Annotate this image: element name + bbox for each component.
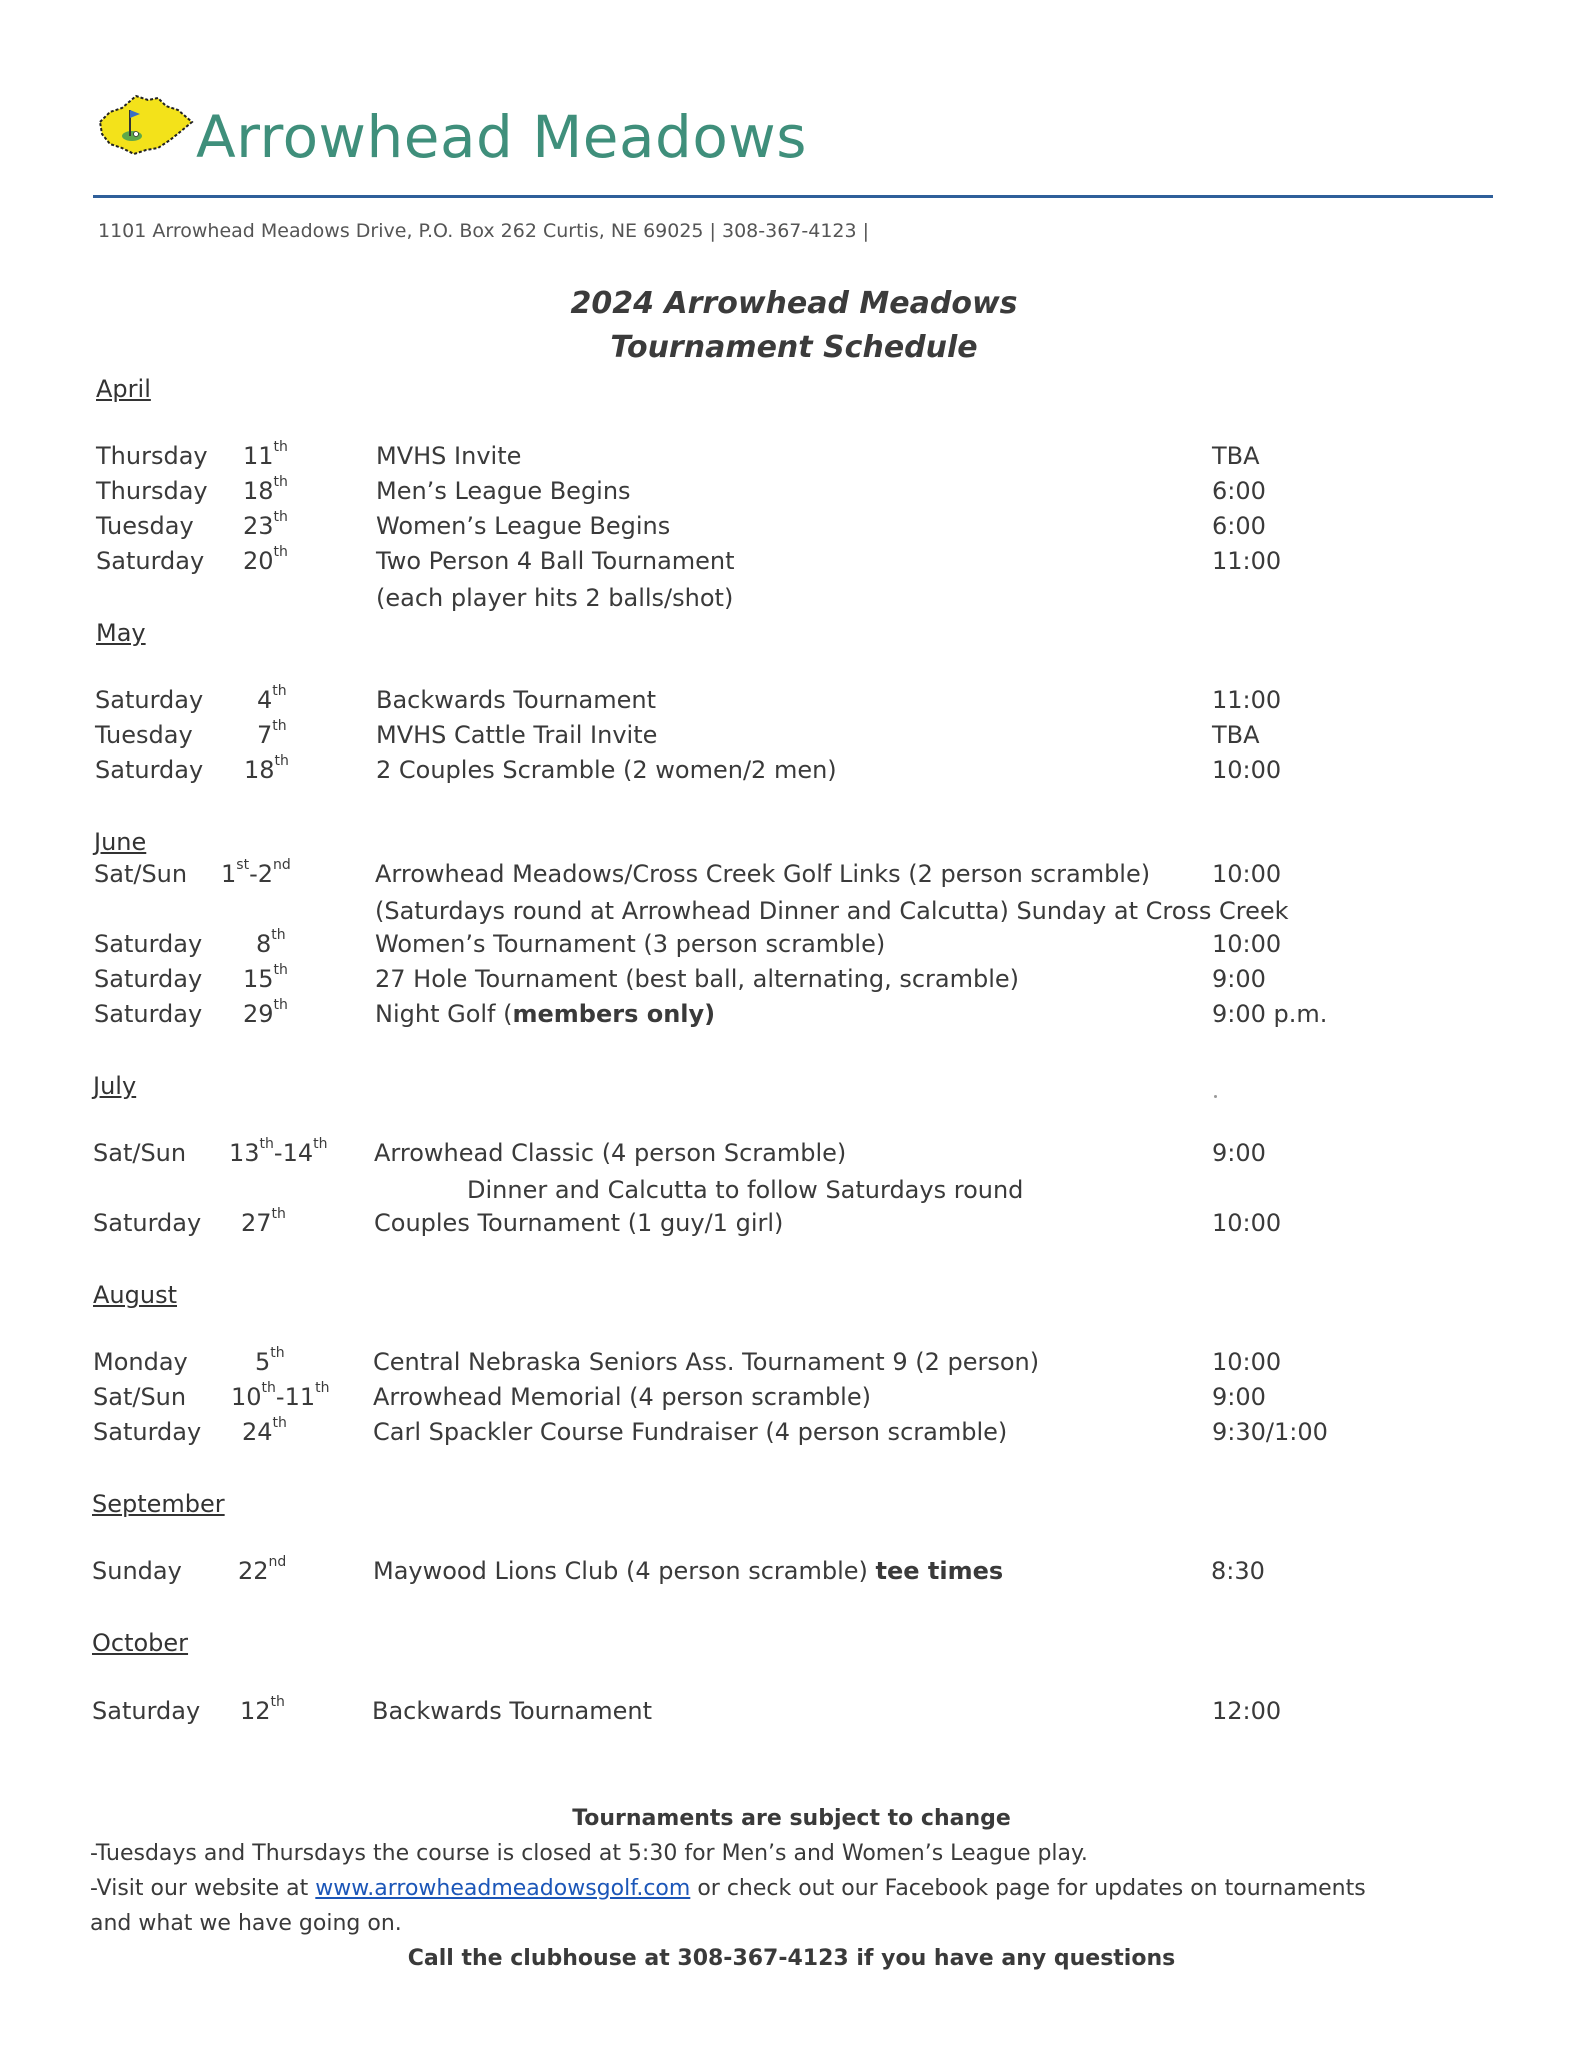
league-closure-note: -Tuesdays and Thursdays the course is closed at 5:30 for Men’s and Women’s League play. [90,1841,1088,1866]
row-time: 9:00 [1212,965,1266,993]
change-notice: Tournaments are subject to change [572,1806,1011,1831]
row-event: Women’s League Begins [376,512,671,540]
row-day: Tuesday [96,512,194,540]
row-time: 10:00 [1212,756,1282,784]
row-date: 27th [241,1206,286,1237]
row-time: 10:00 [1212,1348,1282,1376]
row-time: 9:00 [1212,1383,1266,1411]
row-time: 9:00 [1212,1139,1266,1167]
row-time: 10:00 [1212,860,1282,888]
website-note: -Visit our website at www.arrowheadmeadowsgolf.com or check out our Facebook page for updates on tournaments [90,1876,1366,1901]
row-day: Tuesday [95,721,193,749]
row-day: Sat/Sun [93,1383,187,1411]
row-time: 10:00 [1212,930,1282,958]
month-heading-august: August [93,1281,177,1309]
row-time: TBA [1212,442,1260,470]
row-event: Backwards Tournament [376,686,657,714]
row-event: Arrowhead Classic (4 person Scramble) [374,1139,847,1167]
row-note: Dinner and Calcutta to follow Saturdays round [467,1176,1024,1204]
row-event: Night Golf (members only) [375,1000,716,1028]
row-time: 6:00 [1212,477,1266,505]
row-day: Sunday [92,1557,182,1585]
row-date: 18th [243,474,288,505]
scan-speck [1214,1095,1217,1098]
row-event: Couples Tournament (1 guy/1 girl) [374,1209,784,1237]
document-title-line1: 2024 Arrowhead Meadows [570,286,1018,321]
row-date: 4th [257,683,287,714]
row-note: (Saturdays round at Arrowhead Dinner and Calcutta) Sunday at Cross Creek [375,897,1289,925]
row-day: Saturday [94,1000,203,1028]
row-day: Saturday [96,547,205,575]
row-day: Saturday [95,686,204,714]
row-time: 9:00 p.m. [1212,1000,1328,1028]
row-date: 23th [243,509,288,540]
row-date: 20th [243,544,288,575]
row-day: Thursday [96,442,208,470]
month-heading-july: July [93,1072,137,1100]
row-event: MVHS Invite [376,442,522,470]
row-date: 24th [242,1415,287,1446]
row-time: 12:00 [1212,1697,1282,1725]
row-day: Saturday [93,1209,202,1237]
row-time: TBA [1212,721,1260,749]
row-event: Arrowhead Memorial (4 person scramble) [373,1383,871,1411]
header-divider [93,195,1493,198]
row-event: Carl Spackler Course Fundraiser (4 person scramble) [373,1418,1008,1446]
row-event: 27 Hole Tournament (best ball, alternating, scramble) [375,965,1020,993]
row-time: 6:00 [1212,512,1266,540]
row-date: 18th [244,753,289,784]
website-note-continued: and what we have going on. [90,1911,402,1936]
row-time: 10:00 [1212,1209,1282,1237]
month-heading-september: September [92,1490,225,1518]
row-event: Arrowhead Meadows/Cross Creek Golf Links (2 person scramble) [375,860,1151,888]
month-heading-may: May [96,619,146,647]
arrowhead-golf-flag-icon [96,88,196,166]
row-day: Saturday [92,1697,201,1725]
row-day: Saturday [94,965,203,993]
row-time: 11:00 [1212,686,1282,714]
row-date: 5th [255,1345,285,1376]
row-time: 9:30/1:00 [1212,1418,1328,1446]
document-title-line2: Tournament Schedule [610,330,978,365]
row-event: Central Nebraska Seniors Ass. Tournament 9 (2 person) [373,1348,1040,1376]
row-date: 22nd [238,1554,287,1585]
row-event: Maywood Lions Club (4 person scramble) tee times [373,1557,1004,1585]
row-day: Sat/Sun [93,1139,187,1167]
row-date: 13th-14th [229,1136,328,1167]
row-date: 8th [256,927,286,958]
row-date: 7th [257,718,287,749]
row-event: Backwards Tournament [372,1697,653,1725]
row-date: 1st-2nd [221,857,291,888]
row-day: Saturday [95,756,204,784]
website-link[interactable]: www.arrowheadmeadowsgolf.com [315,1876,691,1901]
row-time: 11:00 [1212,547,1282,575]
row-event: Men’s League Begins [376,477,631,505]
row-day: Saturday [94,930,203,958]
row-date: 12th [240,1694,285,1725]
row-event: 2 Couples Scramble (2 women/2 men) [376,756,837,784]
row-date: 10th-11th [231,1380,330,1411]
clubhouse-contact: Call the clubhouse at 308-367-4123 if you have any questions [407,1946,1176,1971]
row-date: 11th [243,439,288,470]
month-heading-october: October [92,1629,189,1657]
row-event: MVHS Cattle Trail Invite [376,721,658,749]
address-line: 1101 Arrowhead Meadows Drive, P.O. Box 262 Curtis, NE 69025 | 308-367-4123 | [98,220,870,242]
row-day: Saturday [93,1418,202,1446]
row-note: (each player hits 2 balls/shot) [376,584,734,612]
brand-name: Arrowhead Meadows [196,103,807,171]
row-date: 15th [243,962,288,993]
row-event: Two Person 4 Ball Tournament [376,547,735,575]
row-day: Sat/Sun [94,860,188,888]
row-date: 29th [243,997,288,1028]
row-day: Monday [93,1348,188,1376]
month-heading-june: June [94,828,147,856]
month-heading-april: April [96,375,151,403]
row-time: 8:30 [1211,1557,1265,1585]
row-event: Women’s Tournament (3 person scramble) [375,930,886,958]
row-day: Thursday [96,477,208,505]
